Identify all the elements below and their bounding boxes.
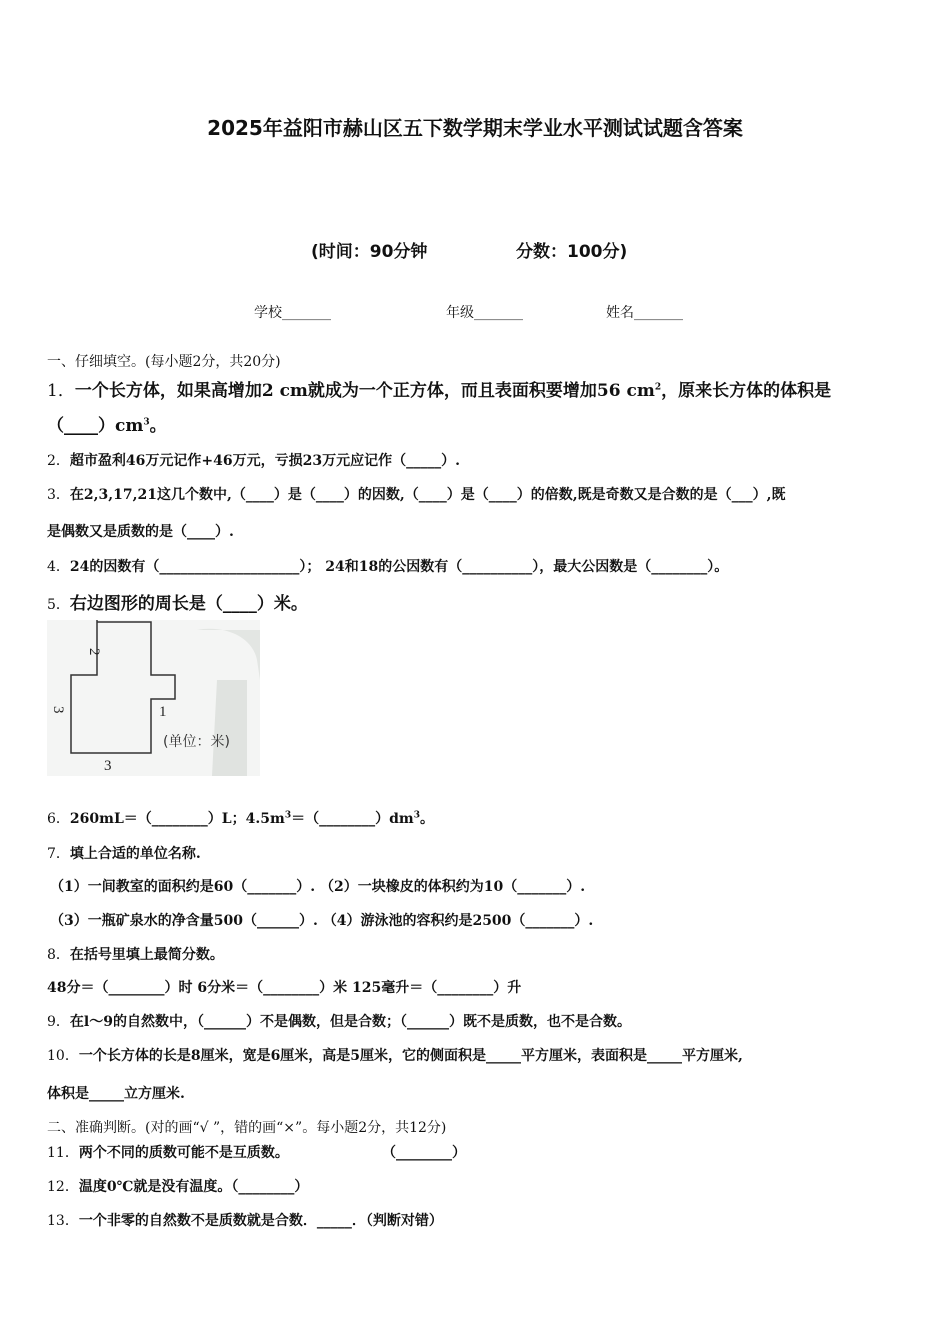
label-left: 3 (50, 706, 66, 714)
question-text: 在括号里填上最简分数。 (69, 947, 224, 963)
question-number: 5． (47, 597, 70, 613)
question-text: 填上合适的单位名称. (69, 846, 201, 862)
question-8-line-1: 48分＝（________）时 6分米＝（________）米 125毫升＝（________）升 (47, 980, 522, 996)
question-10-line-2: 体积是_____立方厘米. (47, 1086, 185, 1102)
question-3-line-2: 是偶数又是质数的是（____）. (47, 524, 234, 540)
question-text: 在l～9的自然数中，（______）不是偶数，但是合数；（______）既不是质数，也不是合数。 (69, 1014, 631, 1030)
superscript: 2 (654, 382, 662, 393)
l-shape-outline (71, 620, 175, 753)
question-text: 260mL＝（________）L；4.5m (69, 811, 285, 827)
question-7-line-2: （3）一瓶矿泉水的净含量500（______）. （4）游泳池的容积约是2500（_______）. (50, 913, 594, 929)
label-bottom: 3 (104, 758, 112, 774)
question-text: 。 (419, 811, 434, 827)
exam-score: 分数：100分) (516, 242, 628, 262)
grade-field: 年级_______ (446, 305, 523, 321)
school-field: 学校_______ (254, 305, 331, 321)
question-number: 6． (47, 811, 70, 827)
question-number: 7． (47, 846, 70, 862)
question-1-line-1 (47, 376, 831, 401)
question-number: 1． (47, 381, 75, 401)
question-1-line-2 (47, 411, 167, 436)
question-text: ，原来长方体的体积是 (661, 381, 832, 401)
question-7 (47, 843, 201, 863)
question-text: ＝（________）dm (291, 811, 414, 827)
question-11-answer-blank: （________） (382, 1145, 466, 1161)
question-8 (47, 944, 224, 964)
question-text: 一个长方体的长是8厘米，宽是6厘米，高是5厘米，它的侧面积是_____平方厘米，表面积是_____平方厘米, (78, 1048, 743, 1064)
section-2-heading: 二、准确判断。(对的画“√ ”，错的画“×”。每小题2分，共12分) (47, 1120, 447, 1136)
label-top: 2 (86, 648, 102, 656)
question-number: 8． (47, 947, 70, 963)
question-10-line-1 (47, 1045, 743, 1065)
question-text: （____）cm (47, 416, 144, 436)
superscript: 3 (413, 810, 420, 821)
question-number: 12． (47, 1179, 79, 1195)
exam-time: (时间：90分钟 (311, 242, 428, 262)
question-number: 2． (47, 453, 70, 469)
question-text: 24的因数有（____________________）； 24和18的公因数有（__________），最大公因数是（________）。 (69, 559, 729, 575)
name-field: 姓名_______ (606, 305, 683, 321)
question-3-line-1 (47, 484, 786, 504)
question-text: 两个不同的质数可能不是互质数。 (78, 1145, 289, 1161)
question-13 (47, 1210, 443, 1230)
label-right: 1 (159, 704, 167, 720)
question-number: 9． (47, 1014, 70, 1030)
question-4 (47, 556, 728, 576)
question-text: 一个长方体，如果高增加2 cm就成为一个正方体，而且表面积要增加56 cm (74, 381, 655, 401)
document-title: 2025年益阳市赫山区五下数学期末学业水平测试试题含答案 (207, 116, 743, 140)
question-number: 10． (47, 1048, 79, 1064)
perimeter-figure (47, 620, 260, 776)
question-11 (47, 1142, 289, 1162)
question-text: 右边图形的周长是（____）米。 (69, 594, 308, 614)
question-text: 温度0℃就是没有温度。（________） (78, 1179, 309, 1195)
question-number: 13． (47, 1213, 79, 1229)
question-12 (47, 1176, 308, 1196)
question-9 (47, 1011, 631, 1031)
question-5 (47, 589, 308, 614)
question-number: 4． (47, 559, 70, 575)
unit-label: (单位：米) (163, 734, 230, 750)
question-text: 一个非零的自然数不是质数就是合数．_____．（判断对错） (78, 1213, 443, 1229)
superscript: 3 (284, 810, 292, 821)
superscript: 3 (143, 417, 150, 428)
question-number: 11． (47, 1145, 79, 1161)
question-6 (47, 808, 434, 828)
question-text: 。 (149, 416, 167, 436)
question-number: 3． (47, 487, 70, 503)
question-text: 超市盈利46万元记作+46万元，亏损23万元应记作（_____）. (69, 453, 460, 469)
question-2 (47, 450, 460, 470)
question-7-line-1: （1）一间教室的面积约是60（_______）. （2）一块橡皮的体积约为10（_______）. (50, 879, 586, 895)
question-text: 在2,3,17,21这几个数中,（____）是（____）的因数,（____）是（____）的倍数,既是奇数又是合数的是（___）,既 (69, 487, 786, 503)
section-1-heading: 一、仔细填空。(每小题2分，共20分) (47, 354, 281, 370)
